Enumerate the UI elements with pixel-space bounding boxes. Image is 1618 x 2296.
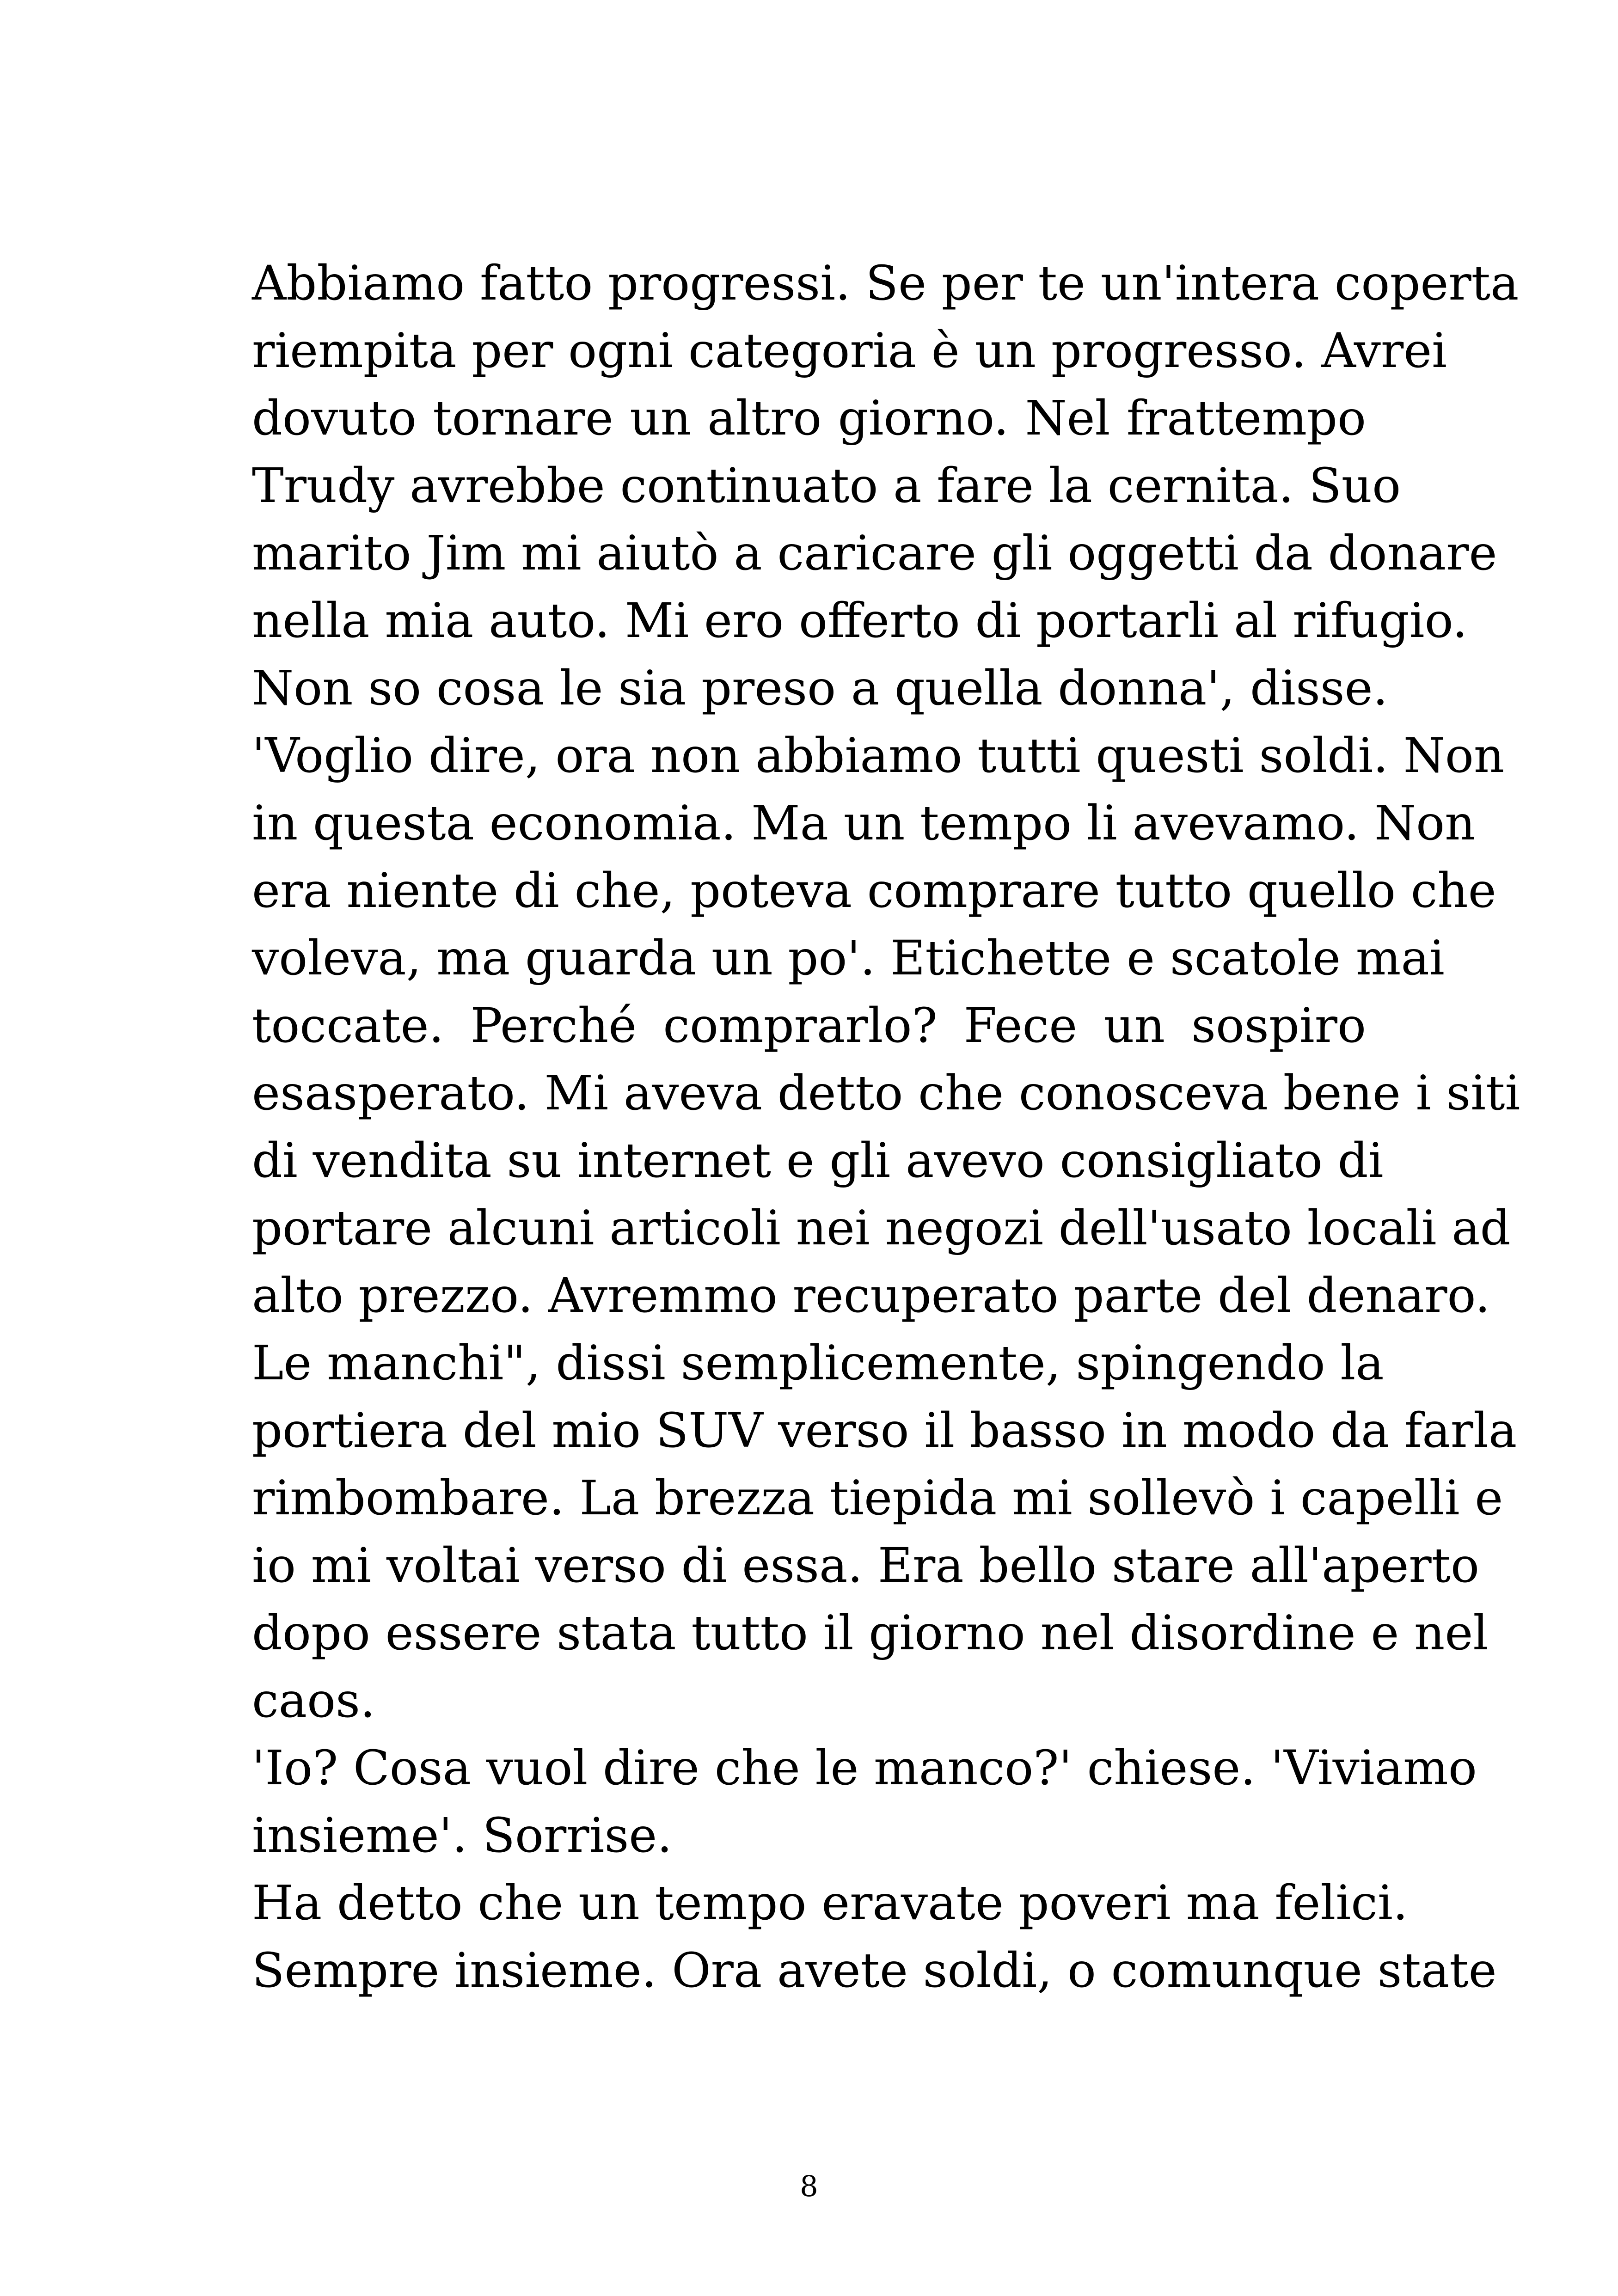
text-line: portare alcuni articoli nei negozi dell'usato locali ad (252, 1200, 1511, 1256)
text-line: Non so cosa le sia preso a quella donna', disse. (252, 661, 1388, 716)
text-line: Le manchi", dissi semplicemente, spingendo la (252, 1335, 1384, 1391)
text-line: voleva, ma guarda un po'. Etichette e scatole mai (252, 931, 1445, 986)
text-line: alto prezzo. Avremmo recuperato parte del denaro. (252, 1268, 1490, 1323)
text-line: io mi voltai verso di essa. Era bello stare all'aperto (252, 1538, 1480, 1593)
text-line: dovuto tornare un altro giorno. Nel frattempo (252, 391, 1366, 446)
text-line: di vendita su internet e gli avevo consigliato di (252, 1133, 1384, 1188)
text-line: in questa economia. Ma un tempo li avevamo. Non (252, 796, 1476, 851)
text-line: nella mia auto. Mi ero offerto di portarli al rifugio. (252, 593, 1468, 649)
text-line: insieme'. Sorrise. (252, 1808, 672, 1863)
text-line: riempita per ogni categoria è un progresso. Avrei (252, 323, 1447, 379)
text-line: marito Jim mi aiutò a caricare gli oggetti da donare (252, 526, 1497, 581)
text-line: esasperato. Mi aveva detto che conosceva bene i siti (252, 1065, 1520, 1121)
text-line: rimbombare. La brezza tiepida mi sollevò i capelli e (252, 1470, 1503, 1526)
text-line: 'Io? Cosa vuol dire che le manco?' chiese. 'Viviamo (252, 1740, 1477, 1796)
text-line: Ha detto che un tempo eravate poveri ma felici. (252, 1875, 1408, 1931)
text-line: dopo essere stata tutto il giorno nel disordine e nel (252, 1605, 1489, 1661)
text-line: Sempre insieme. Ora avete soldi, o comunque state (252, 1943, 1497, 1998)
body-text (252, 250, 1520, 2004)
text-line: 'Voglio dire, ora non abbiamo tutti questi soldi. Non (252, 728, 1505, 784)
text-line: Abbiamo fatto progressi. Se per te un'intera coperta (252, 256, 1519, 311)
page-number: 8 (800, 2169, 818, 2203)
text-line: toccate. Perché comprarlo? Fece un sospiro (252, 998, 1366, 1053)
text-line: portiera del mio SUV verso il basso in modo da farla (252, 1403, 1517, 1458)
text-line: era niente di che, poteva comprare tutto quello che (252, 863, 1496, 918)
text-line: Trudy avrebbe continuato a fare la cernita. Suo (252, 458, 1401, 514)
text-line: caos. (252, 1673, 375, 1728)
